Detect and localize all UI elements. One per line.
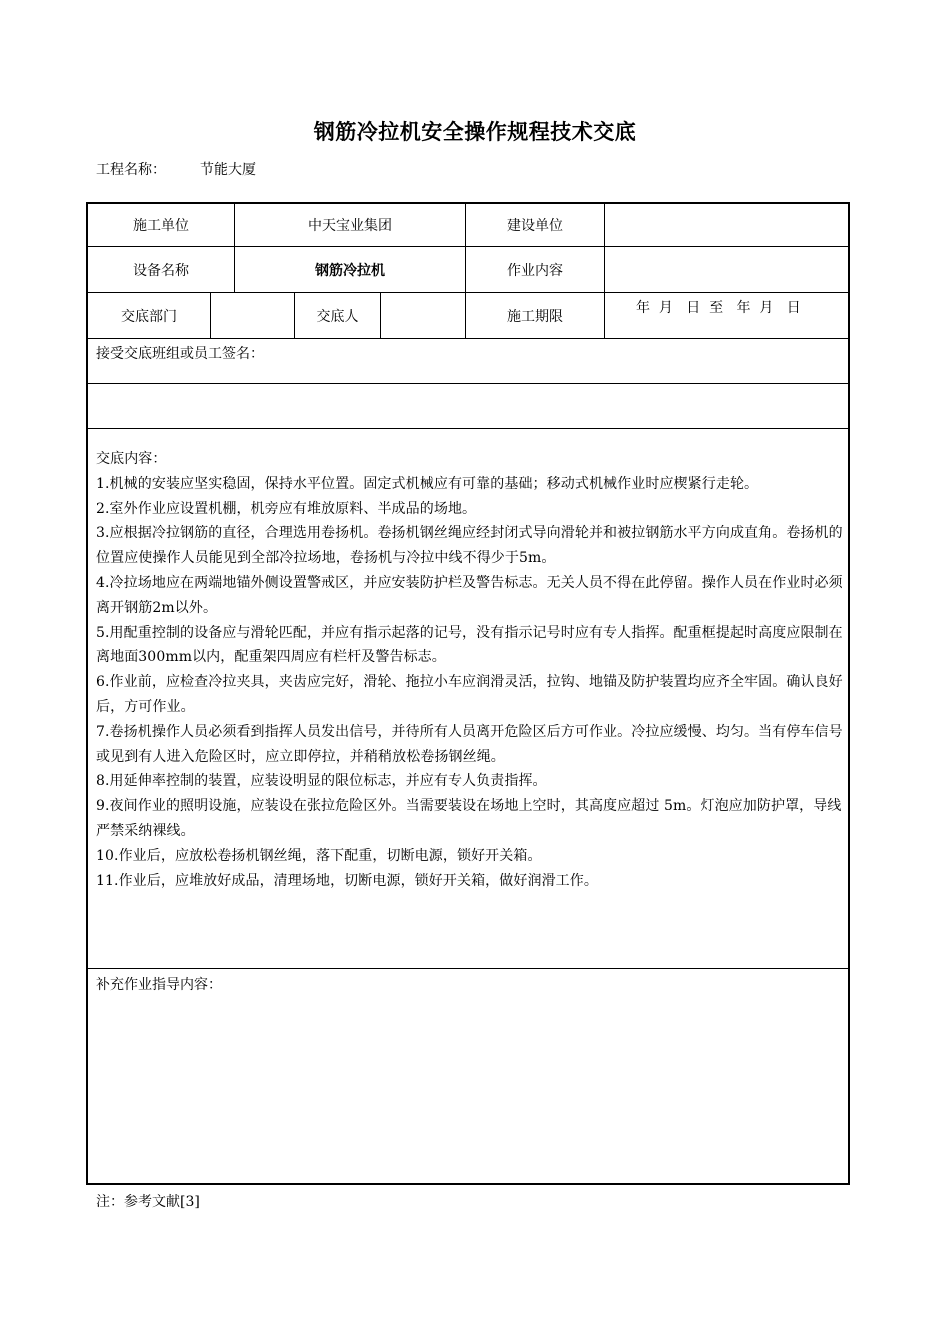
row-divider [88, 968, 850, 969]
row-divider [88, 383, 850, 384]
signature-label: 接受交底班组或员工签名： [96, 346, 264, 362]
equipment-label: 设备名称 [133, 262, 189, 279]
construction-unit-value: 中天宝业集团 [308, 218, 392, 234]
supplement-label: 补充作业指导内容： [96, 977, 222, 993]
equipment-value: 钢筋冷拉机 [315, 262, 385, 279]
content-item: 6.作业前，应检查冷拉夹具，夹齿应完好，滑轮、拖拉小车应润滑灵活，拉钩、地锚及防护装置均应齐全牢固。确认良好后，方可作业。 [96, 674, 843, 715]
project-name-row [96, 159, 256, 179]
content-item: 9.夜间作业的照明设施，应装设在张拉危险区外。当需要装设在场地上空时，其高度应超过 5m。灯泡应加防护罩，导线严禁采纳裸线。 [96, 798, 842, 839]
dept-value [211, 293, 294, 338]
construction-unit-label: 施工单位 [133, 218, 189, 234]
person-value [381, 293, 465, 338]
period-label: 施工期限 [507, 308, 563, 325]
page-title: 钢筋冷拉机安全操作规程技术交底 [313, 120, 637, 144]
build-unit-value [605, 204, 849, 246]
row-divider [88, 338, 850, 339]
content-item: 8.用延伸率控制的装置，应装设明显的限位标志，并应有专人负责指挥。 [96, 773, 547, 790]
content-item: 10.作业后，应放松卷扬机钢丝绳，落下配重，切断电源，锁好开关箱。 [96, 847, 542, 864]
project-name-value: 节能大厦 [200, 162, 256, 178]
content-item: 11.作业后，应堆放好成品，清理场地，切断电源，锁好开关箱，做好润滑工作。 [96, 872, 598, 889]
content-item: 7.卷扬机操作人员必须看到指挥人员发出信号，并待所有人员离开危险区后方可作业。冷拉应缓慢、均匀。当有停车信号或见到有人进入危险区时，应立即停拉，并稍稍放松卷扬钢丝绳。 [96, 723, 843, 765]
content-item: 3.应根据冷拉钢筋的直径，合理选用卷扬机。卷扬机钢丝绳应经封闭式导向滑轮并和被拉钢筋水平方向成直角。卷扬机的位置应使操作人员能见到全部冷拉场地，卷扬机与冷拉中线不得少于5m。 [96, 525, 843, 567]
build-unit-label: 建设单位 [507, 218, 563, 234]
content-item: 5.用配重控制的设备应与滑轮匹配，并应有指示起落的记号，没有指示记号时应有专人指挥。配重框提起时高度应限制在离地面300mm以内，配重架四周应有栏杆及警告标志。 [96, 624, 843, 666]
content-label: 交底内容： [96, 451, 167, 467]
content-item: 1.机械的安装应坚实稳固，保持水平位置。固定式机械应有可靠的基础；移动式机械作业时应楔紧行走轮。 [96, 475, 759, 492]
disclosure-content [96, 447, 844, 893]
footnote: 注：参考文献[3] [96, 1194, 200, 1210]
work-content-value [605, 247, 849, 292]
dept-label: 交底部门 [121, 308, 177, 325]
period-value: 年 月 日 至 年 月 日 [636, 300, 801, 316]
content-item: 2.室外作业应设置机棚，机旁应有堆放原料、半成品的场地。 [96, 500, 477, 517]
project-name-label: 工程名称： [96, 162, 166, 178]
person-label: 交底人 [316, 308, 359, 325]
content-item: 4.冷拉场地应在两端地锚外侧设置警戒区，并应安装防护栏及警告标志。无关人员不得在此停留。操作人员在作业时必须离开钢筋2m以外。 [96, 574, 843, 616]
work-content-label: 作业内容 [507, 262, 563, 279]
row-divider [88, 428, 850, 429]
